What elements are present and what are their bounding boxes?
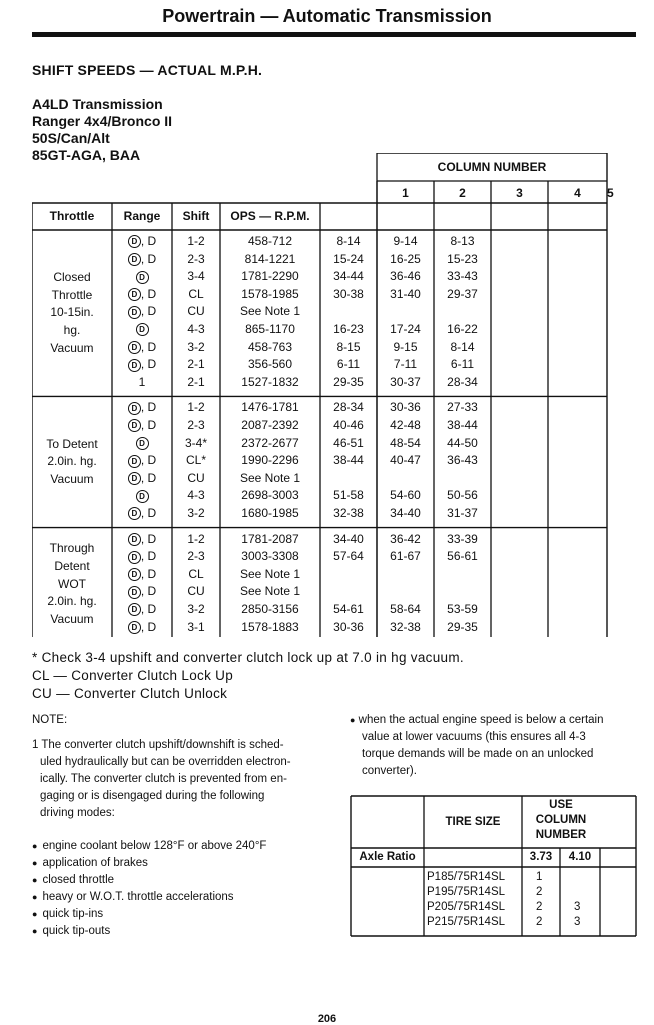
overdrive-symbol-icon: D (128, 568, 141, 581)
column-2-cell: 61-67 (390, 549, 421, 564)
range-cell (112, 399, 172, 417)
overdrive-symbol-icon: D (128, 253, 141, 266)
ops-rpm-cell: 1578-1985 (241, 286, 299, 301)
range-cell (112, 452, 172, 470)
column-1-cell: 51-58 (333, 488, 364, 503)
list-item-text: heavy or W.O.T. throttle accelerations (42, 891, 234, 903)
throttle-condition: Vacuum (50, 340, 94, 355)
overdrive-symbol-icon: D (136, 490, 149, 503)
column-number: 4 (574, 186, 581, 200)
overdrive-symbol-icon: D (128, 533, 141, 546)
use-column-header: COLUMN (535, 814, 587, 826)
column-1-cell: 34-40 (333, 531, 364, 546)
shift-cell: 3-4* (184, 435, 207, 450)
shift-cell: CL* (185, 453, 206, 468)
overdrive-symbol-icon: D (128, 603, 141, 616)
range-cell (112, 251, 172, 269)
overdrive-symbol-icon: D (128, 472, 141, 485)
shift-cell: 2-1 (187, 374, 205, 389)
column-3-cell: 29-35 (447, 619, 478, 634)
shift-cell: 3-1 (187, 619, 205, 634)
range-suffix: , D (140, 602, 157, 616)
range-suffix: , D (140, 453, 157, 468)
right-bullet-line: value at lower vacuums (this ensures all 4-3 (362, 731, 586, 743)
note-1-line: ically. The converter clutch is prevented from en- (40, 773, 287, 785)
column-number: 2 (459, 186, 466, 200)
throttle-condition: 10-15in. (50, 305, 94, 320)
note-1 (32, 737, 322, 822)
column-1-cell: 29-35 (333, 374, 364, 389)
overdrive-symbol-icon: D (128, 402, 141, 415)
section-heading: SHIFT SPEEDS — ACTUAL M.P.H. (32, 62, 263, 78)
ops-rpm-header: OPS — R.P.M. (230, 209, 310, 223)
shift-cell: CL (188, 286, 204, 301)
tire-size-table (350, 795, 637, 937)
column-3-cell: 16-22 (447, 322, 478, 336)
list-item-text: quick tip-outs (42, 925, 111, 937)
range-cell (112, 619, 172, 637)
overdrive-symbol-icon: D (128, 551, 141, 564)
tire-size-cell: P195/75R14SL (427, 886, 506, 898)
range-cell (112, 583, 172, 601)
range-cell (112, 601, 172, 619)
column-2-cell: 30-36 (390, 400, 421, 415)
note-1-line: uled hydraulically but can be overridden electron- (40, 756, 291, 768)
column-1-cell: 30-38 (333, 286, 364, 301)
use-column-header: NUMBER (535, 829, 587, 841)
ops-rpm-cell: 2850-3156 (241, 602, 299, 616)
column-2-cell: 17-24 (390, 322, 421, 336)
axle-ratio-label: Axle Ratio (359, 851, 416, 863)
shift-cell: CU (187, 470, 205, 485)
range-cell (112, 531, 172, 549)
column-1-cell: 30-36 (333, 619, 364, 634)
column-1-cell: 40-46 (333, 418, 364, 432)
shift-cell: 2-3 (187, 418, 205, 432)
list-item (32, 838, 322, 855)
column-3-cell: 50-56 (447, 488, 478, 503)
column-3-cell: 44-50 (447, 435, 478, 450)
overdrive-symbol-icon: D (136, 323, 149, 336)
column-1-cell: 15-24 (333, 251, 364, 266)
column-2-cell: 48-54 (390, 435, 421, 450)
shift-cell: CU (187, 584, 205, 599)
range-suffix: , D (140, 251, 157, 266)
bullet-icon: ● (350, 715, 356, 725)
column-2-cell: 34-40 (390, 506, 421, 520)
right-bullet-line: when the actual engine speed is below a certain (358, 714, 604, 726)
ops-rpm-cell: 1990-2296 (241, 453, 299, 468)
note-column (32, 712, 322, 940)
column-1-cell: 8-14 (336, 234, 361, 248)
list-item (32, 855, 322, 872)
shift-cell: 2-3 (187, 549, 205, 564)
list-item-text: engine coolant below 128°F or above 240°F (42, 840, 267, 852)
range-header: Range (123, 209, 161, 223)
axle-ratio-value: 3.73 (529, 851, 553, 863)
ops-rpm-cell: 2372-2677 (241, 435, 299, 450)
model-line: 85GT-AGA, BAA (32, 147, 141, 163)
page-title: Powertrain — Automatic Transmission (162, 6, 492, 26)
throttle-condition: Through (49, 541, 95, 556)
model-line: A4LD Transmission (32, 96, 163, 112)
column-2-cell: 9-15 (393, 339, 418, 354)
ops-rpm-cell: 458-763 (247, 339, 293, 354)
shift-cell: 1-2 (187, 234, 205, 248)
ratio-410-cell: 3 (574, 901, 581, 913)
throttle-condition: Vacuum (50, 471, 94, 486)
column-2-cell: 54-60 (390, 488, 421, 503)
ratio-410-cell: 3 (574, 916, 581, 928)
column-3-cell: 29-37 (447, 286, 478, 301)
column-3-cell: 33-43 (447, 269, 478, 284)
ops-rpm-cell: See Note 1 (239, 566, 301, 581)
bullet-icon: ● (32, 892, 43, 902)
column-3-cell: 27-33 (447, 400, 478, 415)
list-item-text: closed throttle (42, 874, 115, 886)
range-suffix: , D (140, 234, 157, 248)
range-suffix: , D (140, 470, 157, 485)
overdrive-symbol-icon: D (128, 288, 141, 301)
ratio-373-cell: 2 (536, 886, 543, 898)
list-item-text: quick tip-ins (42, 908, 104, 920)
throttle-condition: Detent (54, 559, 90, 573)
overdrive-symbol-icon: D (128, 586, 141, 599)
model-line: 50S/Can/Alt (32, 130, 110, 146)
ops-rpm-cell: 814-1221 (244, 251, 296, 266)
page-number: 206 (317, 1013, 337, 1025)
ratio-373-cell: 2 (536, 901, 543, 913)
ops-rpm-cell: 1680-1985 (241, 506, 299, 520)
right-bullet-note (350, 712, 652, 780)
use-column-header: USE (549, 799, 573, 811)
shift-cell: 2-3 (187, 251, 205, 266)
column-1-cell: 34-44 (333, 269, 364, 284)
range-suffix: , D (140, 549, 157, 564)
column-1-cell: 57-64 (333, 549, 364, 564)
range-cell (112, 356, 172, 374)
bullet-icon: ● (32, 926, 43, 936)
range-cell (112, 286, 172, 304)
column-number: 1 (402, 186, 409, 200)
column-2-cell: 40-47 (390, 453, 421, 468)
range-suffix: , D (140, 357, 157, 372)
column-3-cell: 36-43 (447, 453, 478, 468)
list-item-text: application of brakes (42, 857, 148, 869)
right-bullet-line: torque demands will be made on an unlocked (362, 748, 594, 760)
ops-rpm-cell: 1476-1781 (241, 400, 299, 415)
tire-size-cell: P215/75R14SL (427, 916, 506, 928)
overdrive-symbol-icon: D (128, 359, 141, 372)
overdrive-symbol-icon: D (128, 621, 141, 634)
ops-rpm-cell: 356-560 (247, 357, 293, 372)
ops-rpm-cell: 1527-1832 (241, 374, 299, 389)
column-2-cell: 58-64 (390, 602, 421, 616)
range-cell (112, 268, 172, 286)
range-cell (112, 435, 172, 453)
note-1-line: gaging or is disengaged during the following (40, 790, 265, 802)
list-item (32, 906, 322, 923)
column-1-cell: 38-44 (333, 453, 364, 468)
shift-cell: 1-2 (187, 400, 205, 415)
overdrive-symbol-icon: D (128, 306, 141, 319)
range-cell (112, 321, 172, 339)
throttle-condition: WOT (58, 576, 86, 591)
axle-ratio-value: 4.10 (568, 851, 592, 863)
shift-cell: 3-4 (187, 269, 205, 284)
overdrive-symbol-icon: D (136, 437, 149, 450)
range-cell: 1 (138, 374, 146, 389)
column-3-cell: 8-14 (450, 339, 475, 354)
column-1-cell: 46-51 (333, 435, 364, 450)
shift-cell: CL (188, 566, 204, 581)
note-1-line: 1 The converter clutch upshift/downshift is sched- (32, 739, 284, 751)
ops-rpm-cell: 458-712 (247, 234, 293, 248)
shift-cell: 3-2 (187, 339, 205, 354)
tire-size-cell: P185/75R14SL (427, 871, 506, 883)
column-1-cell: 6-11 (336, 357, 361, 372)
footnote-asterisk: * Check 3-4 upshift and converter clutch lock up at 7.0 in hg vacuum. (32, 650, 464, 665)
ratio-373-cell: 2 (536, 916, 543, 928)
range-suffix: , D (140, 418, 157, 432)
list-item (32, 872, 322, 889)
range-cell (112, 548, 172, 566)
driving-mode-list (32, 838, 322, 940)
column-3-cell: 8-13 (450, 234, 475, 248)
ops-rpm-cell: 865-1170 (245, 322, 295, 336)
footnote-cl: CL — Converter Clutch Lock Up (32, 668, 234, 683)
ops-rpm-cell: 2087-2392 (241, 418, 299, 432)
range-cell (112, 566, 172, 584)
range-cell (112, 505, 172, 523)
bullet-icon: ● (32, 875, 43, 885)
column-1-cell: 54-61 (333, 602, 364, 616)
range-cell (112, 303, 172, 321)
ops-rpm-cell: 1781-2290 (241, 269, 299, 284)
shift-cell: 3-2 (187, 506, 205, 520)
column-number: 5 (607, 186, 614, 200)
column-2-cell: 32-38 (390, 619, 421, 634)
range-cell (112, 233, 172, 251)
column-3-cell: 56-61 (447, 549, 478, 564)
range-suffix: , D (140, 531, 157, 546)
column-number: 3 (516, 186, 523, 200)
ops-rpm-cell: See Note 1 (239, 470, 301, 485)
note-heading: NOTE: (32, 714, 68, 726)
footnote-cu: CU — Converter Clutch Unlock (32, 686, 228, 701)
list-item (32, 923, 322, 940)
ops-rpm-cell: 3003-3308 (241, 549, 299, 564)
shift-cell: CU (187, 304, 205, 319)
overdrive-symbol-icon: D (128, 419, 141, 432)
column-3-cell: 33-39 (447, 531, 478, 546)
range-suffix: , D (140, 286, 157, 301)
column-3-cell: 38-44 (447, 418, 478, 432)
column-2-cell: 16-25 (390, 251, 421, 266)
bullet-icon: ● (32, 909, 43, 919)
overdrive-symbol-icon: D (128, 507, 141, 520)
column-1-cell: 28-34 (333, 400, 364, 415)
range-cell (112, 487, 172, 505)
ops-rpm-cell: 1781-2087 (241, 531, 299, 546)
throttle-condition: 2.0in. hg. (47, 454, 97, 469)
bullet-icon: ● (32, 841, 43, 851)
right-bullet-line: converter). (362, 765, 417, 777)
column-2-cell: 31-40 (390, 286, 421, 301)
overdrive-symbol-icon: D (128, 235, 141, 248)
column-3-cell: 31-37 (447, 506, 478, 520)
throttle-condition: To Detent (46, 436, 98, 451)
overdrive-symbol-icon: D (136, 271, 149, 284)
range-cell (112, 339, 172, 357)
column-3-cell: 53-59 (447, 602, 478, 616)
title-rule (32, 32, 636, 37)
ratio-373-cell: 1 (536, 871, 543, 883)
column-1-cell: 16-23 (333, 322, 364, 336)
shift-speed-table (32, 153, 636, 637)
range-suffix: , D (140, 566, 157, 581)
range-cell (112, 470, 172, 488)
tire-size-header: TIRE SIZE (445, 816, 501, 828)
column-2-cell: 36-46 (390, 269, 421, 284)
overdrive-symbol-icon: D (128, 455, 141, 468)
footnotes (32, 649, 464, 703)
ops-rpm-cell: 1578-1883 (241, 619, 299, 634)
throttle-condition: Closed (53, 270, 91, 285)
column-3-cell: 28-34 (447, 374, 478, 389)
range-suffix: , D (140, 400, 157, 415)
ops-rpm-cell: See Note 1 (239, 584, 301, 599)
overdrive-symbol-icon: D (128, 341, 141, 354)
column-2-cell: 9-14 (393, 234, 418, 248)
shift-cell: 3-2 (187, 602, 205, 616)
range-suffix: , D (140, 619, 157, 634)
shift-header: Shift (182, 209, 210, 223)
column-3-cell: 6-11 (450, 357, 475, 372)
column-number-header: COLUMN NUMBER (437, 160, 547, 174)
column-3-cell: 15-23 (447, 251, 478, 266)
shift-cell: 4-3 (187, 488, 205, 503)
column-2-cell: 7-11 (393, 357, 418, 372)
bullet-icon: ● (32, 858, 43, 868)
shift-cell: 1-2 (187, 531, 205, 546)
throttle-condition: hg. (63, 323, 81, 337)
range-suffix: , D (140, 506, 157, 520)
range-suffix: , D (140, 584, 157, 599)
range-cell (112, 417, 172, 435)
range-suffix: , D (140, 339, 157, 354)
tire-size-cell: P205/75R14SL (427, 901, 506, 913)
column-1-cell: 32-38 (333, 506, 364, 520)
throttle-condition: Vacuum (50, 611, 94, 626)
model-line: Ranger 4x4/Bronco II (32, 113, 173, 129)
shift-cell: 2-1 (187, 357, 205, 372)
column-2-cell: 42-48 (390, 418, 421, 432)
column-1-cell: 8-15 (336, 339, 361, 354)
list-item (32, 889, 322, 906)
column-2-cell: 36-42 (390, 531, 421, 546)
throttle-header: Throttle (49, 209, 95, 223)
throttle-condition: Throttle (51, 287, 93, 302)
shift-cell: 4-3 (187, 322, 205, 336)
throttle-condition: 2.0in. hg. (47, 594, 97, 609)
ops-rpm-cell: See Note 1 (239, 304, 301, 319)
range-suffix: , D (140, 304, 157, 319)
note-1-line: driving modes: (40, 807, 115, 819)
ops-rpm-cell: 2698-3003 (241, 488, 299, 503)
column-2-cell: 30-37 (390, 374, 421, 389)
